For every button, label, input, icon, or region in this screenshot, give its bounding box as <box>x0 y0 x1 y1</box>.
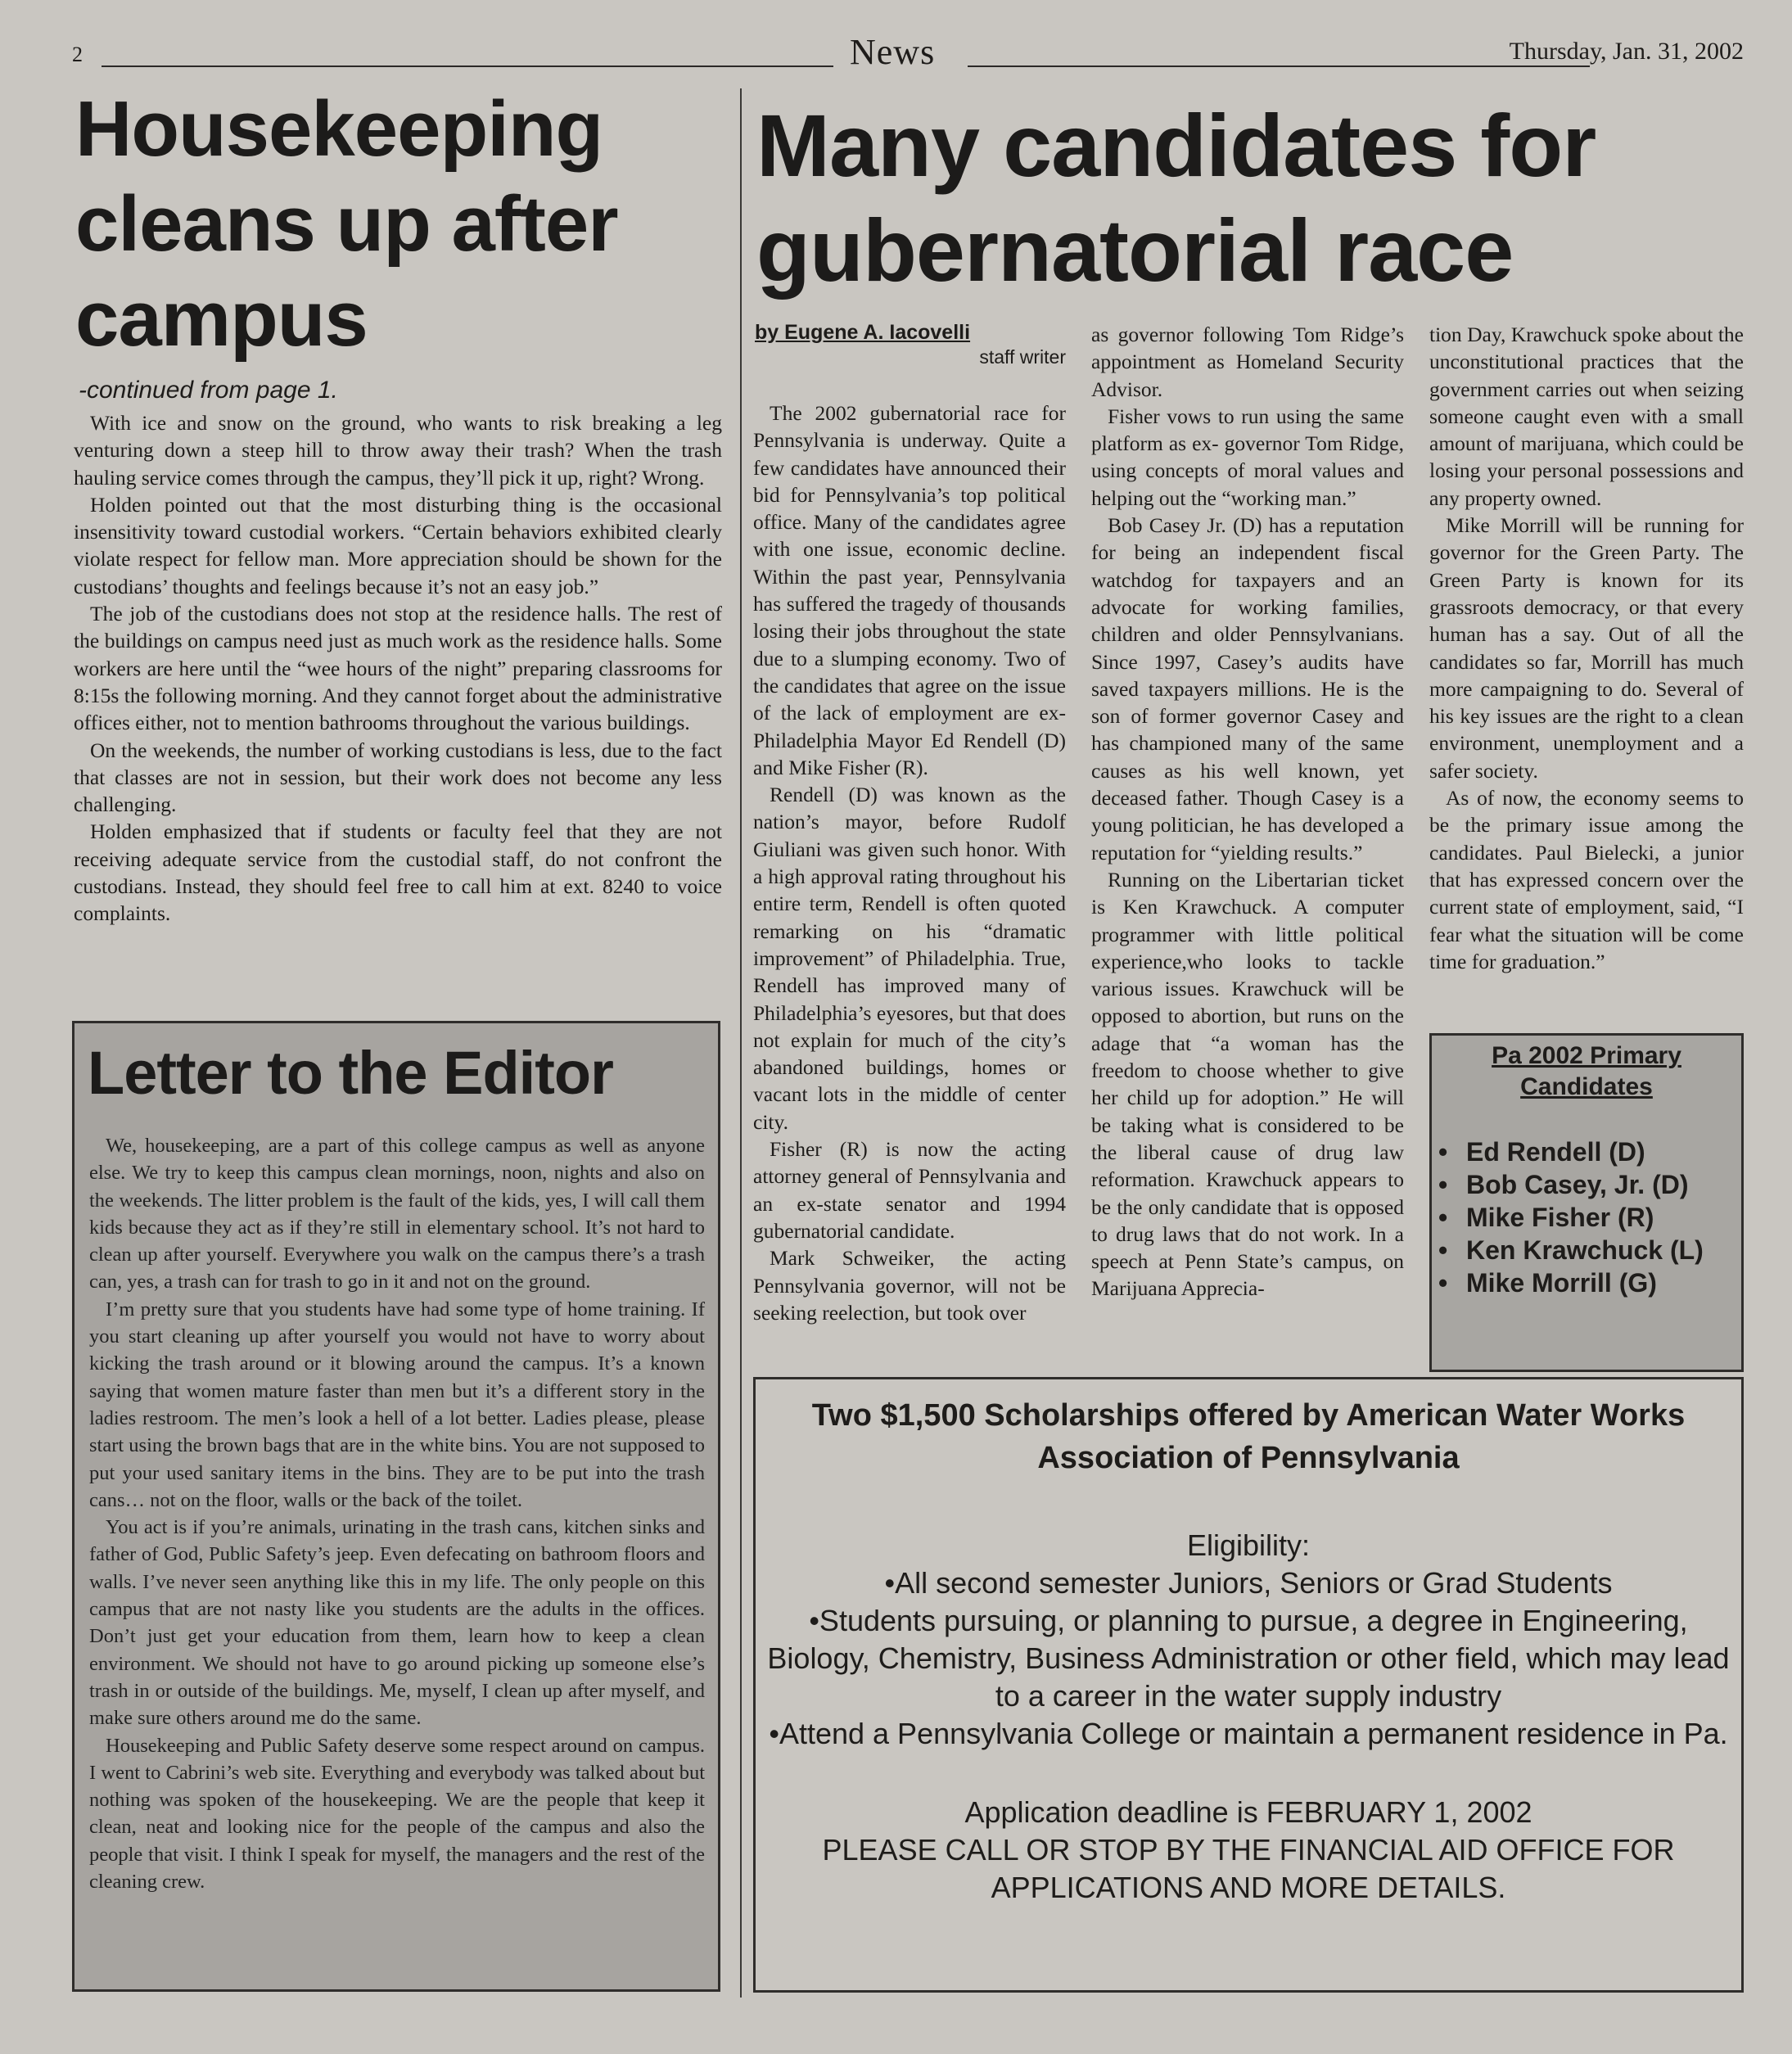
letter-to-editor-box <box>72 1021 720 1992</box>
masthead-rule-right <box>968 65 1590 67</box>
candidate-list <box>1432 1135 1741 1299</box>
paragraph: We, housekeeping, are a part of this college campus as well as anyone else. We try to keep this campus clean mornings, noon, nights and also on the weekends. The litter problem is the fault of the kids, yes, I will call them kids because they act as if they’re still in elementary school. It’s not hard to clean up after yourself. Everywhere you walk on the campus there’s a trash can, yes, a trash can for trash to go in it and not on the ground. <box>89 1135 705 1293</box>
article-column-2 <box>1091 321 1404 1302</box>
bullet-icon: • <box>1438 1203 1448 1232</box>
candidate-item <box>1438 1234 1741 1266</box>
article-column-3 <box>1429 321 1744 975</box>
paragraph: Fisher vows to run using the same platform as ex- governor Tom Ridge, using concepts of moral values and helping out the “working man.” <box>1091 404 1404 510</box>
bullet-icon: • <box>1438 1170 1448 1199</box>
candidate-item <box>1438 1201 1741 1234</box>
paragraph: With ice and snow on the ground, who wants to risk breaking a leg venturing down a steep hill to throw away their trash? When the trash hauling service comes through the campus, they’ll pick it up, right? Wrong. <box>74 411 722 490</box>
paragraph: Mark Schweiker, the acting Pennsylvania governor, will not be seeking reelection, but took over <box>753 1246 1066 1325</box>
candidate-item <box>1438 1168 1741 1201</box>
paragraph: Mike Morrill will be running for governor for the Green Party. The Green Party is known for its grassroots democracy, or that every human has a say. Out of all the candidates so far, Morrill has much more campaigning to do. Several of his key issues are the right to a clean environment, unemployment and a safer society. <box>1429 513 1744 783</box>
housekeeping-headline: Housekeeping cleans up after campus <box>75 85 618 363</box>
article-column-1 <box>753 400 1066 1326</box>
byline-author: by Eugene A. Iacovelli <box>755 321 971 344</box>
section-title: News <box>850 32 936 72</box>
candidate-item <box>1438 1266 1741 1299</box>
candidate-item <box>1438 1135 1741 1168</box>
candidate-name: Bob Casey, Jr. (D) <box>1466 1170 1689 1199</box>
primary-box-title: Pa 2002 Primary Candidates <box>1492 1042 1681 1100</box>
paragraph: On the weekends, the number of working custodians is less, due to the fact that classes are not in session, but their work does not become any less challenging. <box>74 738 722 817</box>
scholarship-ad <box>753 1377 1744 1993</box>
masthead-rule-left <box>102 65 833 67</box>
eligibility-item: •All second semester Juniors, Seniors or Grad Students <box>884 1566 1613 1600</box>
paragraph: Holden pointed out that the most disturbing thing is the occasional insensitivity toward custodial workers. “Certain behaviors exhibited clearly violate respect for fellow man. More appreciation should be shown for the custodians’ thoughts and feelings because it’s not an easy job.” <box>74 492 722 598</box>
paragraph: As of now, the economy seems to be the primary issue among the candidates. Paul Bielecki, a junior that has expressed concern over the current state of employment, said, “I fear what the situation will be come time for graduation.” <box>1429 786 1744 973</box>
column-divider <box>740 88 742 1998</box>
paragraph: as governor following Tom Ridge’s appointment as Homeland Security Advisor. <box>1091 323 1404 401</box>
paragraph: Running on the Libertarian ticket is Ken Krawchuck. A computer programmer with little political experience,who looks to tackle various issues. Krawchuck will be opposed to abortion, but runs on the adage that “a woman has the freedom to choose whether to give her child up for adoption.” He will be taking what is considered to be the liberal cause of drug law reformation. Krawchuck appears to be the only candidate that is opposed to drug laws that do not work. In a speech at Penn State’s campus, on Marijuana Apprecia- <box>1091 867 1404 1301</box>
candidate-name: Ken Krawchuck (L) <box>1466 1235 1704 1265</box>
eligibility-item: •Students pursuing, or planning to pursue, a degree in Engineering, Biology, Chemistry, Business Administration or other field, which may lead to a career in the water supply industry <box>767 1604 1730 1713</box>
paragraph: Rendell (D) was known as the nation’s mayor, before Rudolf Giuliani was given such honor. With a high approval rating throughout his entire term, Rendell is often quoted remarking on his “dramatic improvement” of Philadelphia. True, Rendell has improved many of Philadelphia’s eyesores, but that does not explain for much of the city’s abandoned buildings, homes or vacant lots in the middle of center city. <box>753 783 1066 1134</box>
governor-headline: Many candidates for gubernatorial race <box>756 96 1596 300</box>
paragraph: I’m pretty sure that you students have had some type of home training. If you start cleaning up after yourself you would not have to worry about kicking the trash around or it blowing around the campus. It’s a known saying that women mature faster than men but it’s a different story in the ladies restroom. The men’s look a hell of a lot better. Ladies please, please start using the brown bags that are in the white bins. You are not supposed to put your used sanitary items in the bins. They are to be put into the trash cans… not on the floor, walls or the back of the toilet. <box>89 1298 705 1511</box>
paragraph: You act is if you’re animals, urinating in the trash cans, kitchen sinks and father of God, Public Safety’s jeep. Even defecating on bathroom floors and walls. I’ve never seen anything like this in my life. The only people on this campus that are not nasty like you students are the adults in the offices. Don’t just get your education from them, learn how to keep a clean environment. We should not have to go around picking up someone else’s trash in or outside of the buildings. Me, myself, I clean up after myself, and make sure others around me do the same. <box>89 1516 705 1730</box>
issue-date: Thursday, Jan. 31, 2002 <box>1509 38 1744 65</box>
paragraph: Fisher (R) is now the acting attorney general of Pennsylvania and an ex-state senator and 1994 gubernatorial candidate. <box>753 1137 1066 1243</box>
paragraph: The 2002 gubernatorial race for Pennsylvania is underway. Quite a few candidates have announced their bid for Pennsylvania’s top political office. Many of the candidates agree with one issue, economic decline. Within the past year, Pennsylvania has suffered the tragedy of thousands losing their jobs throughout the state due to a slumping economy. Two of the candidates that agree on the issue of the lack of employment are ex-Philadelphia Mayor Ed Rendell (D) and Mike Fisher (R). <box>753 401 1066 779</box>
candidate-name: Ed Rendell (D) <box>1466 1137 1645 1167</box>
housekeeping-body <box>74 409 722 928</box>
candidate-name: Mike Fisher (R) <box>1466 1203 1654 1232</box>
contact-instructions: PLEASE CALL OR STOP BY THE FINANCIAL AID OFFICE FOR APPLICATIONS AND MORE DETAILS. <box>822 1833 1675 1904</box>
eligibility-item: •Attend a Pennsylvania College or maintain a permanent residence in Pa. <box>769 1717 1728 1750</box>
scholarship-title: Two $1,500 Scholarships offered by American Water Works Association of Pennsylvania <box>811 1398 1686 1475</box>
bullet-icon: • <box>1438 1235 1448 1265</box>
paragraph: Bob Casey Jr. (D) has a reputation for being an independent fiscal watchdog for taxpayers and an advocate for working families, children and older Pennsylvanians. Since 1997, Casey’s audits have saved taxpayers millions. He is the son of former governor Casey and has championed many of the same causes as his well known, yet deceased father. Though Casey is a young politician, he has developed a reputation for “yielding results.” <box>1091 513 1404 864</box>
masthead <box>72 31 1744 72</box>
byline-role: staff writer <box>979 346 1066 368</box>
letter-body <box>89 1132 705 1895</box>
candidate-name: Mike Morrill (G) <box>1466 1268 1657 1298</box>
continued-note: -continued from page 1. <box>79 377 338 404</box>
byline <box>755 321 1066 368</box>
paragraph: tion Day, Krawchuck spoke about the unconstitutional practices that the government carries out when seizing someone caught even with a small amount of marijuana, which could be losing your personal possessions and any property owned. <box>1429 323 1744 510</box>
paragraph: Holden emphasized that if students or faculty feel that they are not receiving adequate service from the custodial staff, do not confront the custodians. Instead, they should feel free to call him at ext. 8240 to voice complaints. <box>74 819 722 926</box>
letter-title: Letter to the Editor <box>88 1039 613 1107</box>
paragraph: The job of the custodians does not stop at the residence halls. The rest of the buildings on campus need just as much work as the residence halls. Some workers are here until the “wee hours of the night” preparing classrooms for 8:15s the following morning. And they cannot forget about the administrative offices either, not to mention bathrooms throughout the various buildings. <box>74 602 722 735</box>
bullet-icon: • <box>1438 1268 1448 1298</box>
paragraph: Housekeeping and Public Safety deserve some respect around on campus. I went to Cabrini’s web site. Everything and everybody was talked about but nothing was spoken of the housekeeping. We are the people that keep it clean, neat and looking nice for the people of the campus and also the people that visit. I think I speak for myself, the managers and the rest of the cleaning crew. <box>89 1734 705 1894</box>
application-deadline: Application deadline is FEBRUARY 1, 2002 <box>964 1795 1532 1829</box>
bullet-icon: • <box>1438 1137 1448 1167</box>
eligibility-label: Eligibility: <box>1186 1528 1311 1562</box>
primary-candidates-box <box>1429 1033 1744 1372</box>
page-number: 2 <box>72 43 83 66</box>
